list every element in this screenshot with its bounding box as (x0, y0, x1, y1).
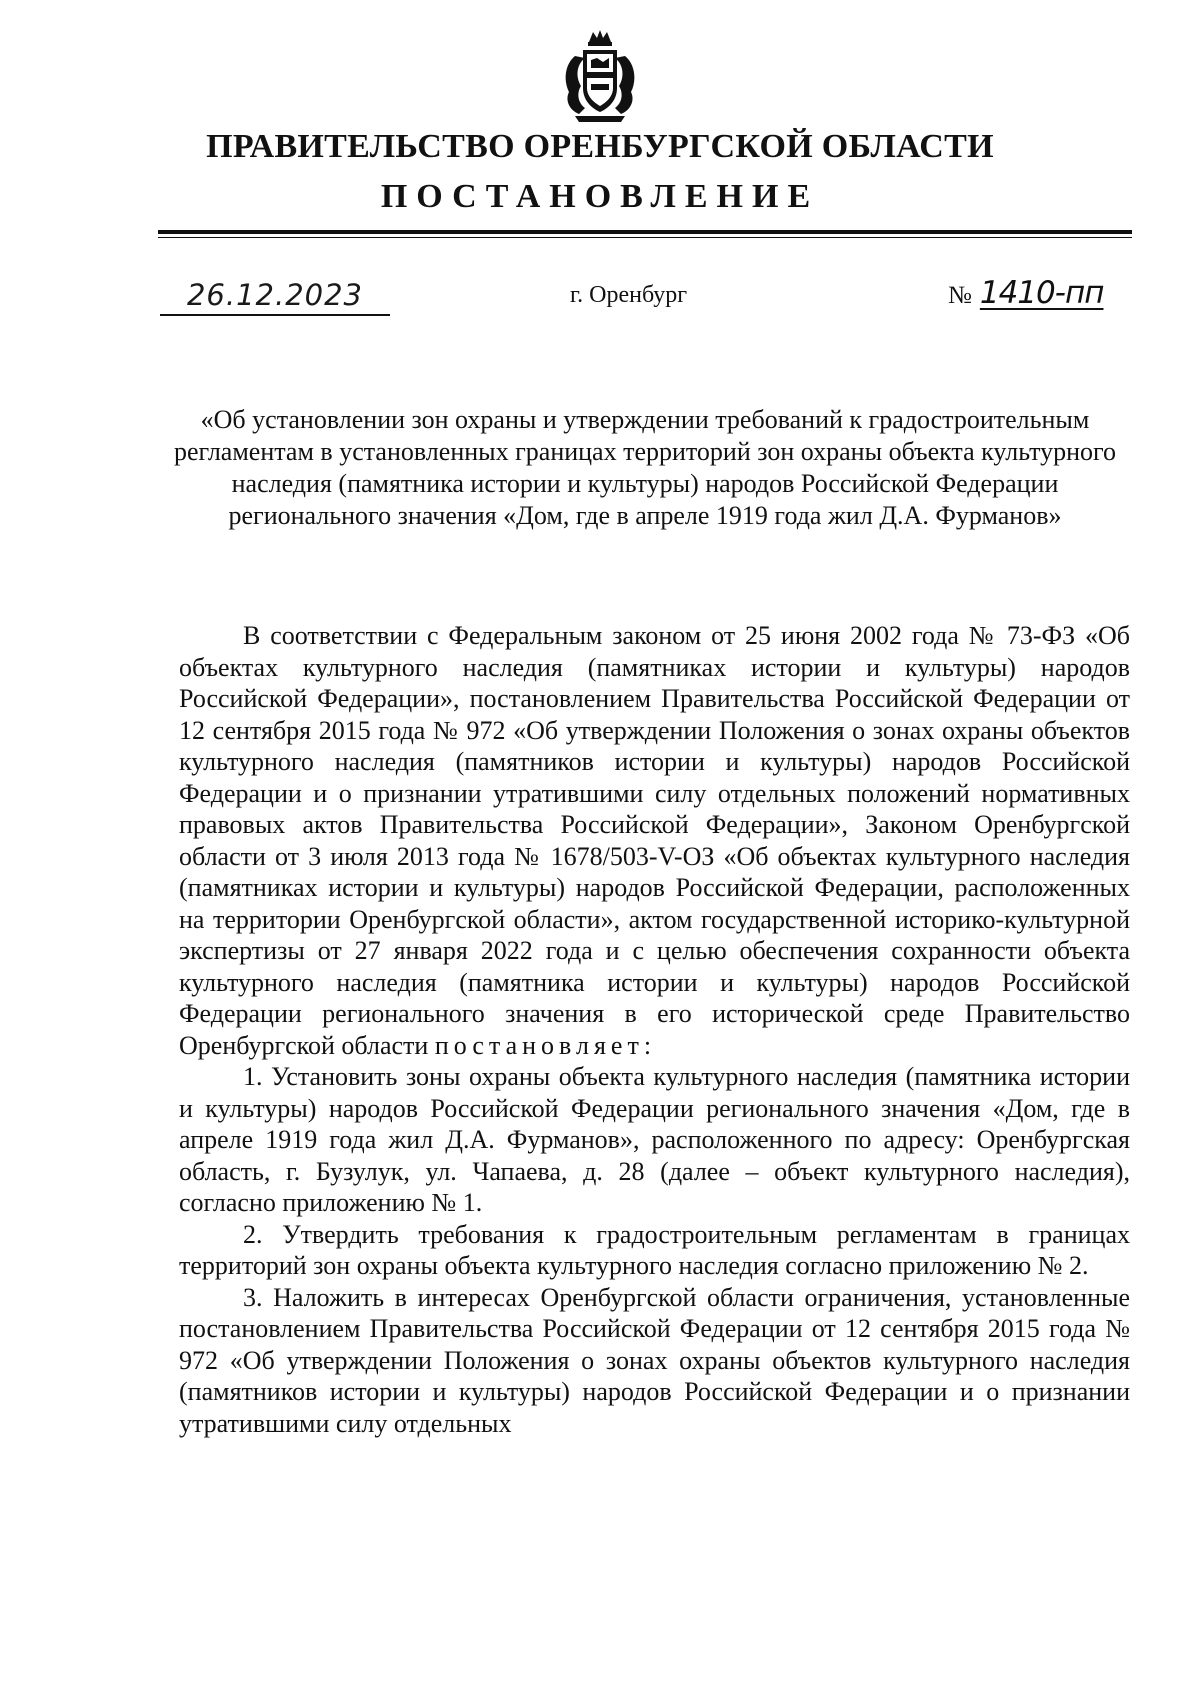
date-underline (160, 314, 390, 316)
decree-word: постановляет: (434, 1030, 657, 1060)
decree-subject: «Об установлении зон охраны и утверждении требований к градостроительным регламентам в установленных границах территорий зон охраны объекта культурного наследия (памятника истории и культуры) народов Российской Федерации регионального значения «Дом, где в апреле 1919 года жил Д.А. Фурманов» (173, 405, 1117, 530)
number-sign: № (948, 282, 972, 309)
decree-number-field (948, 275, 1103, 315)
header-rule-thick (158, 230, 1132, 234)
item-1: 1. Установить зоны охраны объекта культурного наследия (памятника истории и культуры) народов Российской Федерации регионального значения «Дом, где в апреле 1919 года жил Д.А. Фурманов», расположенного по адресу: Оренбургская область, г. Бузулук, ул. Чапаева, д. 28 (далее – объект культурного наследия), согласно приложению № 1. (179, 1062, 1130, 1217)
decree-number: 1410-пп (979, 275, 1104, 311)
item-3: 3. Наложить в интересах Оренбургской области ограничения, установленные постановлением Правительства Российской Федерации от 12 сентября 2015 года № 972 «Об утверждении Положения о зонах охраны объектов культурного наследия (памятников истории и культуры) народов Российской Федерации и о признании утратившими силу отдельных (179, 1282, 1130, 1438)
decree-date-field (160, 278, 390, 318)
item-2: 2. Утвердить требования к градостроительным регламентам в границах территорий зон охраны объекта культурного наследия согласно приложению № 2. (179, 1219, 1130, 1280)
header-rule-thin (158, 237, 1132, 238)
decree-place: г. Оренбург (570, 282, 688, 308)
organization-title: ПРАВИТЕЛЬСТВО ОРЕНБУРГСКОЙ ОБЛАСТИ (206, 128, 994, 165)
preamble-text: В соответствии с Федеральным законом от 25 июня 2002 года № 73-ФЗ «Об объектах культурного наследия (памятниках истории и культуры) народов Российской Федерации», постановлением Правительства Российской Федерации от 12 сентября 2015 года № 972 «Об утверждении Положения о зонах охраны объектов культурного наследия (памятников истории и культуры) народов Российской Федерации и о признании утратившими силу отдельных положений нормативных правовых актов Правительства Российской Федерации», Законом Оренбургской области от 3 июля 2013 года № 1678/503-V-ОЗ «Об объектах культурного наследия (памятниках истории и культуры) народов Российской Федерации, расположенных на территории Оренбургской области», актом государственной историко-культурной экспертизы от 27 января 2022 года и с целью обеспечения сохранности объекта культурного наследия (памятника истории и культуры) народов Российской Федерации регионального значения в его исторической среде Правительство Оренбургской области (179, 621, 1130, 1060)
decree-body (179, 620, 1130, 1439)
decree-date: 26.12.2023 (186, 278, 364, 312)
coat-of-arms-icon (555, 28, 645, 124)
preamble-paragraph (179, 620, 1130, 1061)
document-type: ПОСТАНОВЛЕНИЕ (380, 178, 820, 215)
